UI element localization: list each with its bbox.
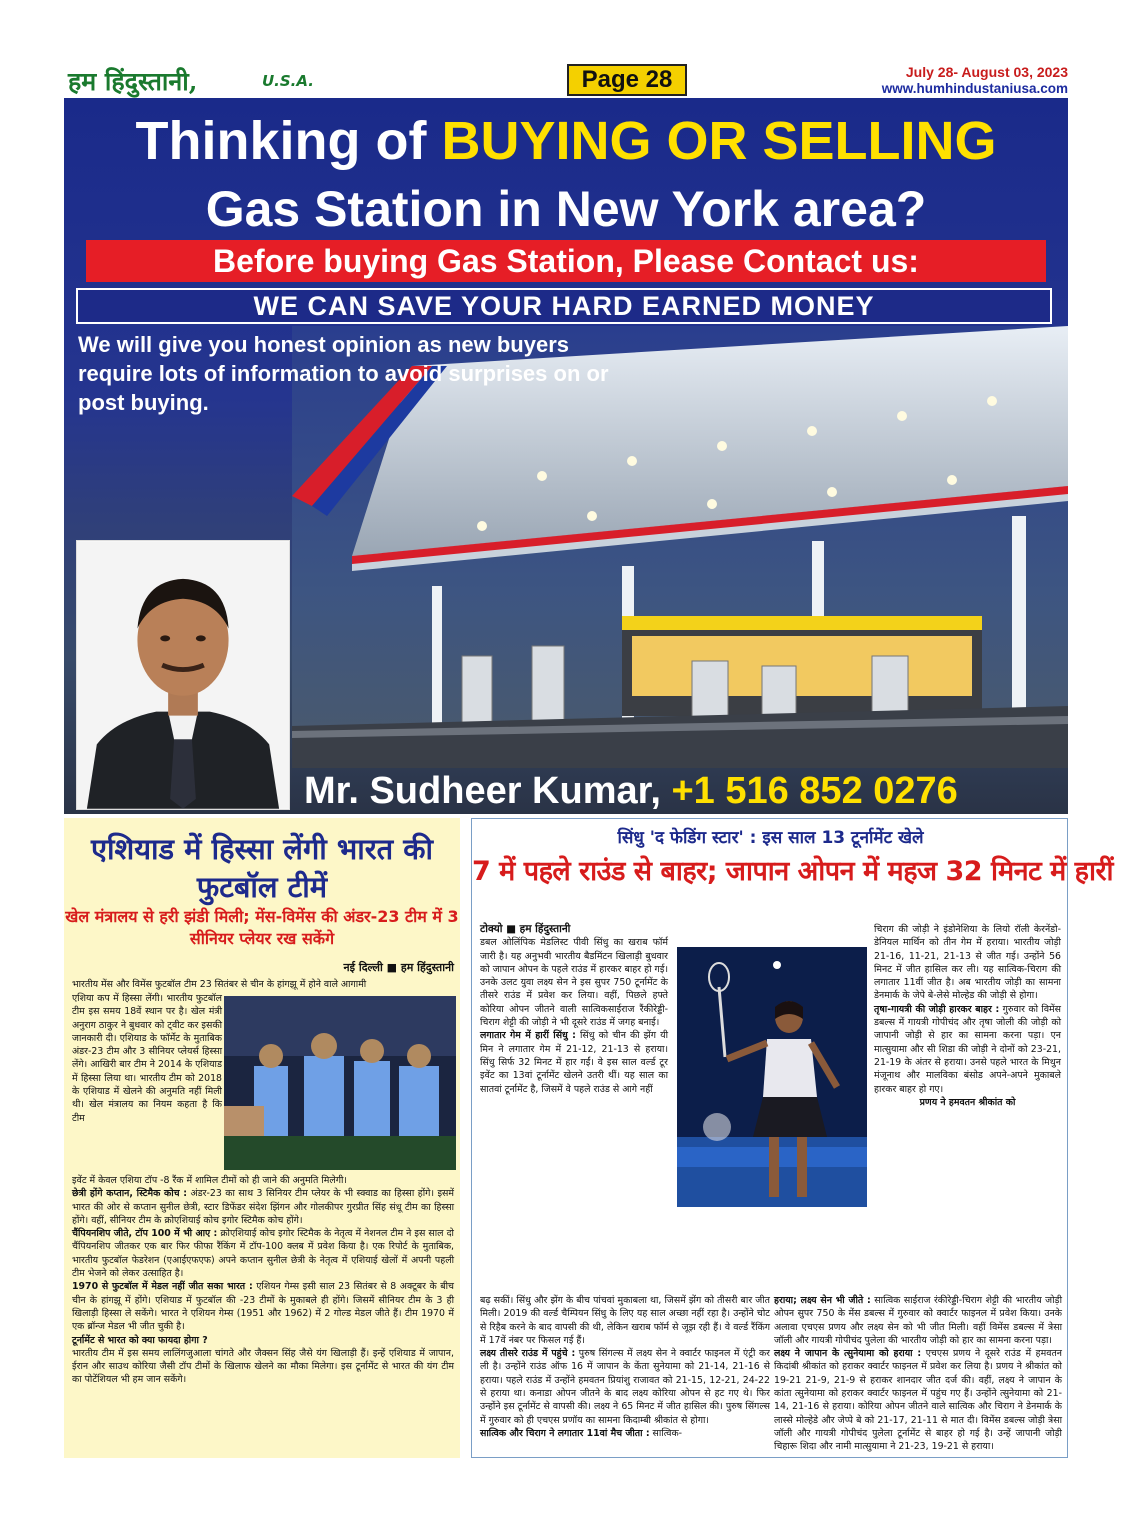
badminton-lakshya-third-text: पुरुष सिंगल्स में लक्ष्य सेन ने क्वार्टर फाइनल में एंट्री कर ली है। उन्होंने राउंड ऑफ 16 में जापान के केंता सुनेयामा को 21-14, 21-16 से हराया। पहले राउंड में उन्होंने हमवतन प्रियांशु राजावत को 21-15, 12-21, 24-22 से हराया था। कनाडा ओपन जीतने के बाद लक्ष्य कोरिया ओपन से हट गए थे। फिर उन्होंने इस टूर्नामेंट से वापसी की। लक्ष्य ने 65 मिनट में जीत हासिल की। पुरुष सिंगल्स में गुरुवार को ही एचएस प्रणॉय का सामना किदाम्बी श्रीकांत से होगा। <box>480 1348 770 1426</box>
ad-copy: We will give you honest opinion as new buyers require lots of information to avoid surprises on or post buying. <box>78 332 609 415</box>
badminton-dateline: टोक्यो ■ हम हिंदुस्तानी <box>480 923 571 935</box>
football-section-champions-text: क्रोएशियाई कोच इगोर स्टिमैक के नेतृत्व में नेशनल टीम ने इस साल दो चैंपियनशिप जीतकर एक बार फिर फीफा रैंकिंग में टॉप-100 क्लब में प्रवेश किया है। एक रिपोर्ट के मुताबिक, भारतीय फुटबॉल फेडरेशन (एआईएफएफ) अपने कप्तान सुनील छेत्री के नेतृत्व में एशियाई खेलों में अपनी पहली टीम भेजने को लेकर उत्साहित है। <box>72 1228 454 1280</box>
badminton-col3 <box>874 923 1061 1109</box>
football-lead: भारतीय मेंस और विमेंस फुटबॉल टीम 23 सितंबर से चीन के हांगझू में होने वाले आगामी <box>72 979 367 990</box>
badminton-satwik-chirag-text: सात्विक- <box>649 1427 683 1439</box>
issue-date: July 28- August 03, 2023 <box>905 64 1068 80</box>
ad-boxed-banner: WE CAN SAVE YOUR HARD EARNED MONEY <box>76 288 1052 324</box>
badminton-article <box>471 818 1113 1458</box>
football-section-captain-title: छेत्री होंगे कप्तान, स्टिमैक कोच : <box>72 1188 188 1200</box>
badminton-bottom-right <box>774 1294 1062 1454</box>
football-section-captain <box>72 1187 454 1227</box>
badminton-bottom-left <box>480 1294 770 1440</box>
badminton-sindhu-loss-text: सिंधु को चीन की झेंग यी मिन ने लगातार गेम में 21-12, 21-13 से हराया। सिंधु सिर्फ 32 मिनट में हार गईं। वे इस साल वर्ल्ड टूर इवेंट का 13वां टूर्नामेंट खेलने उतरी थीं। यह साल का सातवां टूर्नामेंट है, जिसमें वे पहले राउंड से आगे नहीं <box>480 1030 668 1095</box>
football-subheadline: खेल मंत्रालय से हरी झंडी मिली; मेंस-विमेंस की अंडर-23 टीम में 3 सीनियर प्लेयर रख सकेंगे <box>65 907 459 948</box>
football-lead-cont: एशिया कप में हिस्सा लेंगी। भारतीय फुटबॉल टीम इस समय 18वें स्थान पर है। खेल मंत्री अनुराग ठाकुर ने बुधवार को ट्वीट कर इसकी जानकारी दी। एशियाड के फॉर्मेट के मुताबिक अंडर-23 टीम और 3 सीनियर प्लेयर्स हिस्सा लेंगे। आखिरी बार टीम ने 2014 के एशियाड में हिस्सा लिया था। भारतीय टीम को 2018 के एशियाड में खेलने की अनुमति नहीं मिली थी। खेल मंत्रालय का नियम कहता है कि टीम <box>72 993 222 1124</box>
football-section-captain-text: अंडर-23 का साथ 3 सिनियर टीम प्लेयर के भी स्क्वाड का हिस्सा होंगे। इसमें भारत की ओर से कप्तान सुनील छेत्री, स्टार डिफेंडर संदेश झिंगन और गोलकीपर गुरप्रीत सिंह संधू टीम का हिस्सा होंगे। वहीं, सीनियर टीम के क्रोएशियाई कोच इगोर स्टिमैक कोच होंगे। <box>72 1188 454 1226</box>
football-section-champions <box>72 1227 454 1280</box>
ad-contact-name: Mr. Sudheer Kumar, <box>304 770 672 812</box>
badminton-satwik-chirag-title: सात्विक और चिराग ने लगातार 11वां मैच जीता : <box>480 1427 650 1439</box>
badminton-col1 <box>480 923 668 1096</box>
ad-contact <box>304 770 1064 813</box>
contact-portrait <box>76 540 290 810</box>
badminton-lakshya-japan-title: लक्ष्य ने जापान के त्सुनेयामा को हराया : <box>774 1348 922 1360</box>
football-section-benefit-text: भारतीय टीम में इस समय लालिंगजुआला चांगते और जैक्सन सिंह जैसे यंग खिलाड़ी हैं। इन्हें एशियाड में जापान, ईरान और साउथ कोरिया जैसी टॉप टीमों के खिलाफ खेलने का मौका मिलेगा। इस टूर्नामेंट से भारत की यंग टीम का पोटेंशियल भी हम जान सकेंगे। <box>72 1347 454 1386</box>
football-headline: एशियाड में हिस्सा लेंगी भारत की फुटबॉल टीमें <box>90 832 434 904</box>
website-link[interactable]: www.humhindustaniusa.com <box>881 81 1068 96</box>
ad-red-banner: Before buying Gas Station, Please Contact us: <box>86 240 1046 282</box>
badminton-pranoy-win <box>774 1294 1062 1347</box>
badminton-pranoy-title: प्रणय ने हमवतन श्रीकांत को <box>919 1096 1016 1108</box>
football-section-benefit-title: टूर्नामेंट से भारत को क्या फायदा होगा ? <box>72 1334 208 1346</box>
football-p2: इवेंट में केवल एशिया टॉप -8 रैंक में शामिल टीमों को ही जाने की अनुमति मिलेगी। <box>72 1175 347 1186</box>
badminton-satwik-chirag <box>480 1427 770 1440</box>
football-section-medal <box>72 1280 454 1333</box>
badminton-lakshya-japan-text: एचएस प्रणय ने दूसरे राउंड में हमवतन किदांबी श्रीकांत को हराकर क्वार्टर फाइनल में प्रवेश कर लिया है। प्रणय ने श्रीकांत को 19-21 21-9, 21-9 से हराकर शानदार जीत दर्ज की। वहीं, लक्ष्य ने जापान के कांता त्सुनेयामा को हराकर क्वार्टर फाइनल में पहुंच गए हैं। उन्होंने त्सुनेयामा को 21-14, 21-16 से हराया। कोरिया ओपन जीतने वाले सात्विक और चिराग ने डेनमार्क के लास्से मोल्हेडे और जेप्पे बे को 21-17, 21-11 से मात दी। विमेंस डबल्स जोड़ी त्रेसा जॉली और गायत्री गोपीचंद पुलेला टूर्नामेंट से बाहर हो गई है। उन्हें जापानी जोड़ी चिहारू शिदा और नामी मात्सुयामा ने 21-23, 19-21 से हराया। <box>774 1348 1062 1453</box>
badminton-sindhu-loss-title: लगातार गेम में हारीं सिंधु : <box>480 1030 576 1042</box>
ad-subheadline: Gas Station in New York area? <box>205 181 927 237</box>
badminton-lead: डबल ओलिंपिक मेडलिस्ट पीवी सिंधु का खराब फॉर्म जारी है। यह अनुभवी भारतीय बैडमिंटन खिलाड़ी बुधवार को जापान ओपन के पहले राउंड में हारकर बाहर हो गई। उनके उलट युवा लक्ष्य सेन ने इस सुपर 750 टूर्नामेंट के तीसरे राउंड में प्रवेश कर लिया। वहीं, पिछले हफ्ते कोरिया ओपन जीतने वाली सात्विकसाईराज रैंकीरेड्डी-चिराग शेट्टी की जोड़ी ने भी दूसरे राउंड में जगह बनाई। <box>480 937 668 1029</box>
football-article <box>64 818 460 1458</box>
football-team-photo <box>224 996 456 1170</box>
football-dateline: नई दिल्ली ■ हम हिंदुस्तानी <box>343 961 454 974</box>
badminton-lakshya-japan <box>774 1347 1062 1453</box>
football-body <box>72 1174 454 1387</box>
gas-station-ad <box>64 98 1068 814</box>
masthead-brand: हम हिंदुस्तानी, <box>68 67 198 96</box>
football-section-medal-title: 1970 से फुटबॉल में मेडल नहीं जीत सका भारत : <box>72 1281 253 1293</box>
badminton-pranoy-win-text: सात्विक साईराज रंकीरेड्डी-चिराग शेट्टी की भारतीय जोड़ी ओपन सुपर 750 के मेंस डबल्स में गुरुवार को क्वार्टर फाइनल में प्रवेश किया। उनके अलावा एचएस प्रणय और लक्ष्य सेन को भी जीत मिली। वहीं विमेंस डबल्स में त्रेसा जॉली और गायत्री गोपीचंद पुलेला की भारतीय जोड़ी को हार का सामना करना पड़ा। <box>774 1295 1062 1346</box>
badminton-sindhu-form: बढ़ सकीं। सिंधु और झेंग के बीच पांचवां मुकाबला था, जिसमें झेंग को तीसरी बार जीत मिली। 2019 की वर्ल्ड चैम्पियन सिंधु के लिए यह साल अच्छा नहीं रहा है। उन्होंने चोट से रिहैब करने के बाद वापसी की थी, लेकिन खराब फॉर्म से जूझ रही हैं। वे वर्ल्ड रैंकिंग में 17वें नंबर पर फिसल गई हैं। <box>480 1295 770 1346</box>
badminton-lakshya-third-title: लक्ष्य तीसरे राउंड में पहुंचे : <box>480 1348 576 1360</box>
badminton-trisha-gayatri <box>874 1003 1061 1096</box>
badminton-headline: 7 में पहले राउंड से बाहर; जापान ओपन में महज 32 मिनट में हारीं <box>472 856 1113 887</box>
badminton-lakshya-third <box>480 1347 770 1427</box>
ad-headline <box>64 110 1068 172</box>
badminton-kicker: सिंधु 'द फेडिंग स्टार' : इस साल 13 टूर्नामेंट खेले <box>617 828 924 848</box>
ad-headline-prefix: Thinking of <box>135 111 442 171</box>
sindhu-photo <box>677 947 867 1207</box>
ad-contact-phone[interactable]: +1 516 852 0276 <box>671 770 958 812</box>
badminton-sindhu-loss <box>480 1029 668 1095</box>
football-section-champions-title: चैंपियनशिप जीते, टॉप 100 में भी आए : <box>72 1228 218 1240</box>
page-number: Page 28 <box>567 64 687 96</box>
football-section-medal-text: एशियन गेम्स इसी साल 23 सितंबर से 8 अक्टूबर के बीच चीन के हांगझू में होंगे। एशियाड में फुटबॉल की -23 टीमों के मुकाबले ही होंगे। जिसमें सीनियर टीम के 3 ही खिलाड़ी हिस्सा ले सकेंगे। भारत ने एशियन गेम्स (1951 और 1962) में 2 गोल्ड मेडल जीते हैं। टीम 1970 में एक ब्रॉन्ज मेडल भी जीत चुकी है। <box>72 1281 454 1333</box>
badminton-pranoy-win-title: हराया; लक्ष्य सेन भी जीते : <box>774 1295 871 1306</box>
badminton-trisha-gayatri-text: गुरुवार को विमेंस डबल्स में गायत्री गोपीचंद और तृषा जोली की जोड़ी को जापानी जोड़ी से हार का सामना करना पड़ा। एन मात्सुयामा और सी शिडा की जोड़ी ने दोनों को 23-21, 21-19 के अंतर से हराया। उनसे पहले भारत के मिथुन मंजूनाथ और मालविका बंसोड अपने-अपने मुकाबले हारकर बाहर हो गए। <box>874 1003 1061 1095</box>
masthead-brand-suffix: U.S.A. <box>262 72 314 90</box>
badminton-trisha-gayatri-title: तृषा-गायत्री की जोड़ी हारकर बाहर : <box>874 1003 1000 1015</box>
ad-headline-highlight: BUYING OR SELLING <box>441 111 997 171</box>
badminton-chirag-pair: चिराग की जोड़ी ने इंडोनेशिया के लियो रॉली केरनेंडो-डेनियल मार्थिन को तीन गेम में हराया। भारतीय जोड़ी 21-16, 11-21, 21-13 से जीत गई। उन्होंने 56 मिनट में जीत हासिल कर ली। यह सात्विक-चिराग की लगातार 11वीं जीत है। अब भारतीय जोड़ी का सामना डेनमार्क के जेपे बे-लेसे मोल्हेड की जोड़ी से होगा। <box>874 924 1061 1002</box>
